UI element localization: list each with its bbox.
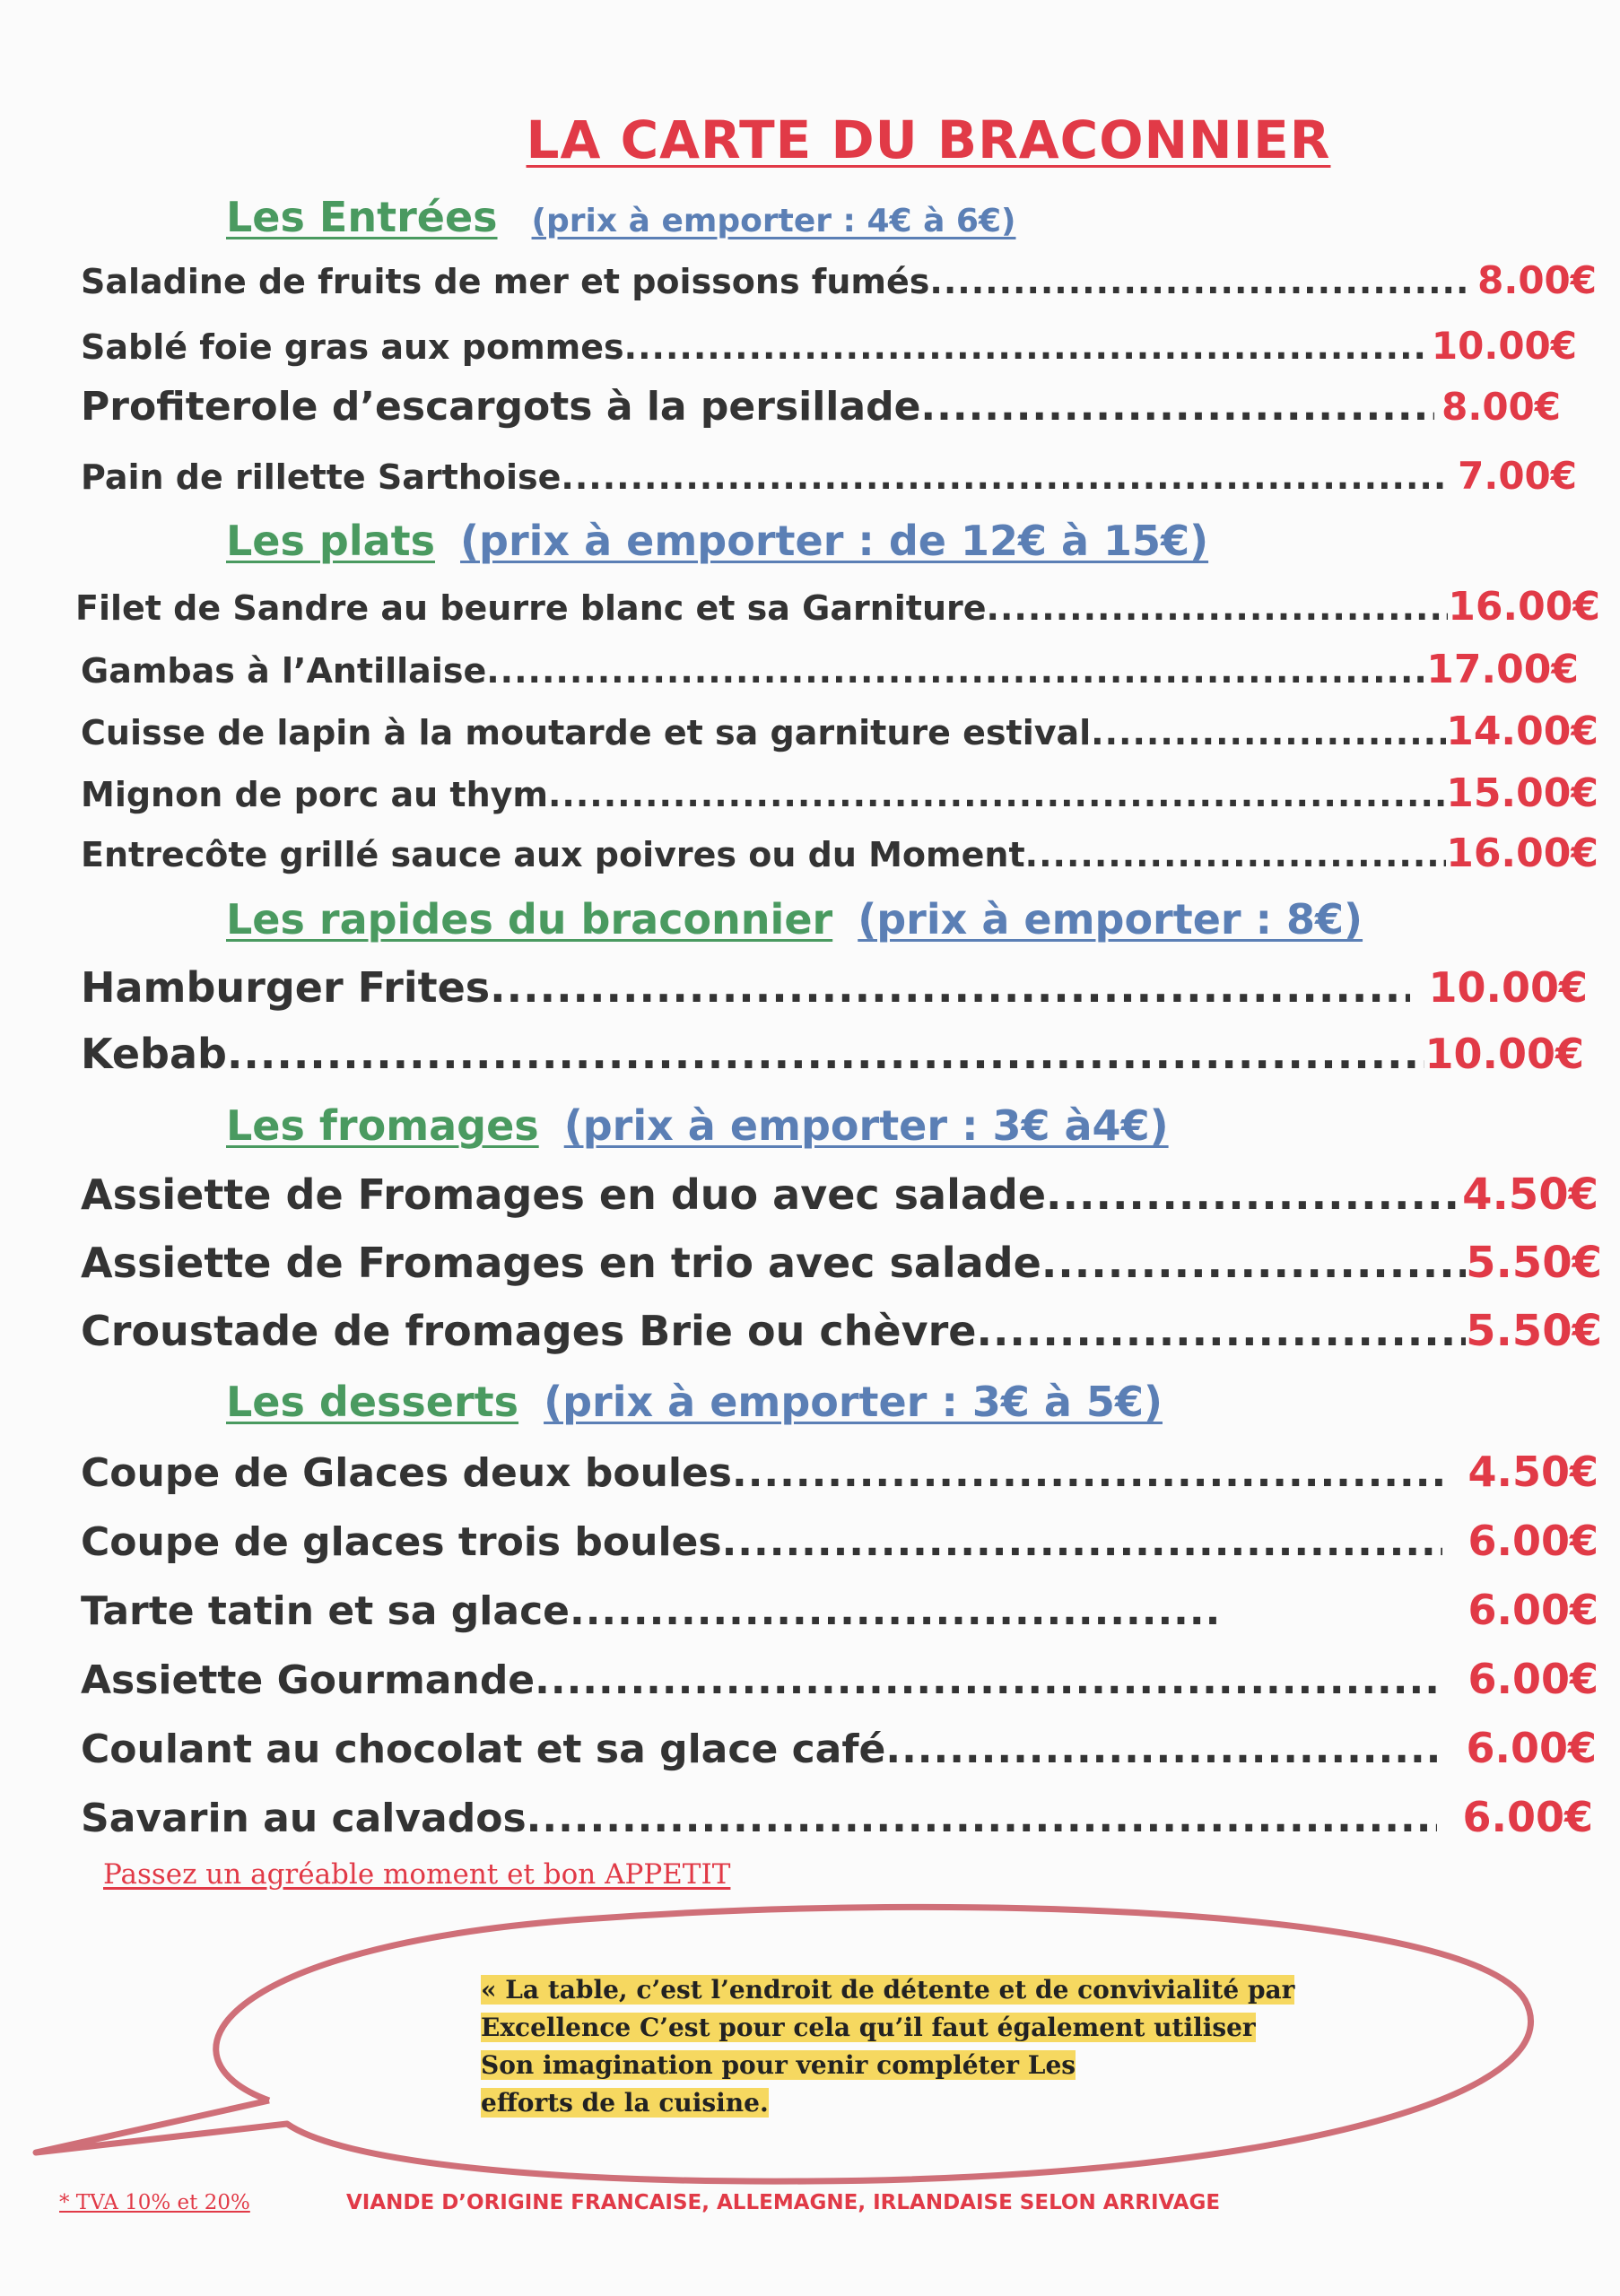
- section-name: Les fromages: [226, 1101, 539, 1150]
- item-price: 17.00€: [1426, 647, 1579, 692]
- item-name: Pain de rillette Sarthoise: [81, 457, 562, 497]
- item-name: Assiette de Fromages en duo avec salade: [81, 1170, 1047, 1219]
- item-name: Kebab: [81, 1030, 227, 1078]
- dot-leader: [548, 775, 1446, 814]
- item-price: 8.00€: [1441, 385, 1561, 429]
- item-price: 6.00€: [1468, 1517, 1598, 1565]
- quote-text: « La table, c’est l’endroit de détente et de convivialité par: [481, 1975, 1295, 2005]
- dot-leader: [976, 1307, 1466, 1355]
- quote-box: [481, 1971, 1295, 2122]
- menu-item: [81, 709, 1598, 754]
- quote-text: efforts de la cuisine.: [481, 2088, 769, 2118]
- section-name: Les Entrées: [226, 193, 498, 241]
- quote-line: [481, 1971, 1295, 2009]
- section-header-fromages: [226, 1101, 1169, 1150]
- dot-leader: [920, 384, 1434, 430]
- dot-leader: [987, 588, 1449, 628]
- item-price: 15.00€: [1446, 770, 1598, 816]
- dot-leader: [929, 262, 1470, 301]
- item-price: 8.00€: [1477, 258, 1597, 302]
- menu-item: [81, 647, 1579, 692]
- dot-leader: [1046, 1170, 1462, 1219]
- item-price: 10.00€: [1424, 1030, 1584, 1078]
- meat-origin-note: VIANDE D’ORIGINE FRANCAISE, ALLEMAGNE, IRLANDAISE SELON ARRIVAGE: [346, 2191, 1221, 2214]
- dot-leader: [1041, 1239, 1466, 1287]
- section-price-note: (prix à emporter : 4€ à 6€): [531, 203, 1016, 239]
- menu-item: [81, 454, 1577, 498]
- item-price: 6.00€: [1466, 1724, 1597, 1772]
- quote-text: Son imagination pour venir compléter Les: [481, 2050, 1076, 2080]
- dot-leader: [561, 457, 1450, 497]
- menu-item: [75, 584, 1600, 630]
- item-price: 7.00€: [1458, 454, 1577, 498]
- dot-leader: [527, 1796, 1438, 1841]
- item-name: Profiterole d’escargots à la persillade: [81, 384, 921, 430]
- dot-leader: [885, 1726, 1441, 1772]
- item-name: Filet de Sandre au beurre blanc et sa Garniture: [75, 588, 987, 628]
- section-name: Les plats: [226, 517, 436, 565]
- item-price: 14.00€: [1446, 709, 1598, 754]
- item-price: 10.00€: [1428, 963, 1588, 1012]
- item-price: 6.00€: [1462, 1793, 1593, 1841]
- item-price: 6.00€: [1468, 1586, 1598, 1634]
- dot-leader: [722, 1519, 1443, 1565]
- dot-leader: [1091, 713, 1446, 752]
- item-name: Coupe de Glaces deux boules: [81, 1450, 732, 1496]
- menu-item: [81, 1586, 1598, 1634]
- menu-item: [81, 831, 1598, 876]
- item-price: 16.00€: [1448, 584, 1600, 630]
- quote-line: [481, 2047, 1288, 2084]
- item-name: Coupe de glaces trois boules: [81, 1519, 722, 1565]
- menu-item: [81, 1238, 1602, 1288]
- section-header-desserts: [226, 1378, 1163, 1426]
- item-price: 4.50€: [1462, 1170, 1598, 1220]
- item-name: Croustade de fromages Brie ou chèvre: [81, 1307, 977, 1355]
- section-price-note: (prix à emporter : de 12€ à 15€): [460, 517, 1209, 565]
- menu-item: [81, 1030, 1584, 1078]
- menu-item: [81, 1793, 1593, 1841]
- item-price: 4.50€: [1468, 1448, 1598, 1496]
- section-header-rapides: [226, 895, 1363, 944]
- dot-leader: [624, 327, 1424, 367]
- section-header-plats: [226, 517, 1208, 565]
- dot-leader: [1025, 835, 1447, 874]
- quote-line: [481, 2084, 1288, 2122]
- dot-leader: [490, 963, 1410, 1012]
- menu-title: LA CARTE DU BRACONNIER: [526, 109, 1331, 170]
- dot-leader: [486, 651, 1426, 691]
- dot-leader: [535, 1657, 1442, 1703]
- menu-item: [81, 384, 1561, 430]
- section-header-entrees: [226, 193, 1015, 241]
- item-name: Hamburger Frites: [81, 963, 491, 1012]
- item-name: Entrecôte grillé sauce aux poivres ou du Moment: [81, 835, 1025, 874]
- item-name: Mignon de porc au thym: [81, 775, 548, 814]
- menu-item: [81, 1306, 1602, 1356]
- dot-leader: [732, 1450, 1442, 1496]
- section-price-note: (prix à emporter : 3€ à 5€): [544, 1378, 1163, 1426]
- item-price: 5.50€: [1466, 1238, 1602, 1288]
- dot-leader: [570, 1588, 1224, 1634]
- menu-item: [81, 1517, 1598, 1565]
- item-name: Saladine de fruits de mer et poissons fumés: [81, 262, 930, 301]
- item-name: Cuisse de lapin à la moutarde et sa garniture estival: [81, 713, 1092, 752]
- item-name: Sablé foie gras aux pommes: [81, 327, 624, 367]
- menu-item: [81, 770, 1598, 816]
- menu-item: [81, 258, 1597, 302]
- section-price-note: (prix à emporter : 3€ à4€): [563, 1101, 1169, 1150]
- item-price: 16.00€: [1446, 831, 1598, 876]
- item-name: Tarte tatin et sa glace: [81, 1588, 570, 1634]
- menu-item: [81, 1724, 1597, 1772]
- item-name: Coulant au chocolat et sa glace café: [81, 1726, 886, 1772]
- item-name: Gambas à l’Antillaise: [81, 651, 487, 691]
- menu-item: [81, 1655, 1598, 1703]
- item-name: Assiette Gourmande: [81, 1657, 536, 1703]
- menu-item: [81, 1170, 1598, 1220]
- item-name: Assiette de Fromages en trio avec salade: [81, 1239, 1041, 1287]
- item-price: 5.50€: [1466, 1306, 1602, 1356]
- tva-note: * TVA 10% et 20%: [59, 2191, 250, 2214]
- dot-leader: [227, 1030, 1425, 1078]
- item-price: 6.00€: [1468, 1655, 1598, 1703]
- item-name: Savarin au calvados: [81, 1796, 527, 1841]
- menu-item: [81, 1448, 1598, 1496]
- quote-text: Excellence C’est pour cela qu’il faut également utiliser: [481, 2013, 1256, 2042]
- menu-item: [81, 324, 1577, 368]
- section-price-note: (prix à emporter : 8€): [858, 895, 1363, 944]
- section-name: Les desserts: [226, 1378, 519, 1426]
- bon-appetit-message: Passez un agréable moment et bon APPETIT: [103, 1858, 731, 1891]
- section-name: Les rapides du braconnier: [226, 895, 833, 944]
- menu-item: [81, 963, 1588, 1012]
- quote-line: [481, 2009, 1288, 2047]
- item-price: 10.00€: [1431, 324, 1577, 368]
